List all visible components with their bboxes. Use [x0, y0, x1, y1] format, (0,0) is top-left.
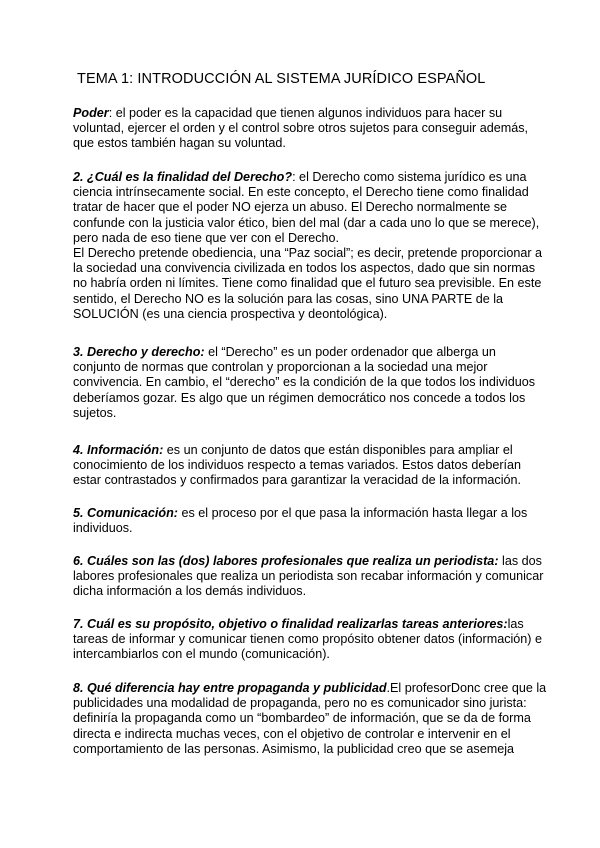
body-text: conjunto de normas que controlan y proporcionan a la sociedad una mejor — [73, 360, 488, 375]
body-text: directa e indirecta muchas veces, con el objetivo de controlar e intervenir en el — [73, 726, 511, 741]
body-text: tareas de informar y comunicar tienen como propósito obtener datos (información) e — [73, 632, 543, 647]
text-line — [73, 711, 543, 726]
paragraph-poder — [73, 106, 543, 152]
text-line — [73, 473, 543, 488]
text-line — [73, 292, 543, 307]
text-line — [73, 136, 543, 151]
text-line — [73, 647, 543, 662]
body-text: sentido, el Derecho NO es la solución para las cosas, sino UNA PARTE de la — [73, 291, 504, 306]
text-line — [73, 231, 543, 246]
text-line — [73, 506, 543, 521]
text-line — [73, 121, 543, 136]
paragraph-proposito — [73, 617, 543, 663]
text-line — [73, 307, 543, 322]
paragraph-informacion — [73, 443, 543, 489]
body-text: que estos también hagan su voluntad. — [73, 136, 286, 151]
text-line — [73, 681, 547, 696]
text-line — [73, 584, 543, 599]
body-text: intercambiarlos con el mundo (comunicación). — [73, 647, 330, 662]
paragraph-derecho-y-derecho — [73, 345, 543, 421]
text-line — [73, 632, 543, 647]
paragraph-labores-periodista — [73, 554, 543, 600]
text-line — [73, 360, 543, 375]
document-title: TEMA 1: INTRODUCCIÓN AL SISTEMA JURÍDICO ESPAÑOL — [77, 71, 486, 87]
body-text: estar contrastados y confirmados para garantizar la veracidad de la información. — [73, 473, 522, 488]
paragraph-comunicacion — [73, 506, 543, 536]
question-heading: 2. ¿Cuál es la finalidad del Derecho? — [73, 170, 293, 184]
body-text: es el proceso por el que pasa la información hasta llegar a los — [177, 506, 528, 520]
body-text: convivencia. En cambio, el “derecho” es la condición de la que todos los individuos — [73, 375, 536, 390]
text-line — [73, 391, 543, 406]
question-heading: 3. Derecho y derecho: — [73, 345, 205, 359]
paragraph-propaganda-publicidad — [73, 681, 547, 757]
text-line — [73, 742, 543, 757]
question-heading: 5. Comunicación: — [73, 506, 178, 520]
text-line — [73, 554, 543, 569]
text-line — [73, 521, 543, 536]
body-text: el “Derecho” es un poder ordenador que alberga un — [204, 345, 496, 359]
text-line — [73, 216, 543, 231]
text-line — [73, 276, 543, 291]
body-text: : el poder es la capacidad que tienen algunos individuos para hacer su — [108, 106, 503, 120]
text-line — [73, 569, 543, 584]
text-line — [73, 106, 543, 121]
body-text: confunde con la justicia valor ético, bien del mal (dar a cada uno lo que se merece), — [73, 215, 540, 230]
body-text: El Derecho pretende obediencia, una “Paz social”; es decir, pretende proporcionar a — [73, 246, 543, 261]
text-line — [73, 185, 543, 200]
body-text: las dos — [498, 554, 542, 568]
text-line — [73, 246, 543, 261]
text-line — [73, 375, 543, 390]
body-text: la sociedad una convivencia civilizada en todos los aspectos, dado que sin normas — [73, 261, 536, 276]
body-text: es un conjunto de datos que están disponibles para ampliar el — [163, 443, 513, 457]
question-heading: 8. Qué diferencia hay entre propaganda y publicidad — [73, 681, 387, 695]
body-text: .El profesorDonc cree que la — [386, 681, 547, 695]
body-text: voluntad, ejercer el orden y el control sobre otros sujetos para conseguir además, — [73, 121, 529, 136]
body-text: pero nada de eso tiene que ver con el Derecho. — [73, 230, 340, 245]
question-heading: 7. Cuál es su propósito, objetivo o finalidad realizarlas tareas anteriores: — [73, 617, 508, 631]
body-text: ciencia intrínsecamente social. En este concepto, el Derecho tiene como finalidad — [73, 185, 529, 200]
text-line — [73, 261, 543, 276]
text-line — [73, 617, 543, 632]
text-line — [73, 200, 543, 215]
body-text: dicha información a los demás individuos. — [73, 584, 307, 599]
body-text: conocimiento de los individuos respecto a temas variados. Estos datos deberían — [73, 458, 522, 473]
text-line — [73, 458, 543, 473]
body-text: deberíamos gozar. Es algo que un régimen democrático nos concede a todos los — [73, 390, 526, 405]
body-text: tratar de hacer que el poder NO ejerza un abuso. El Derecho normalmente se — [73, 200, 508, 215]
question-heading: 6. Cuáles son las (dos) labores profesionales que realiza un periodista: — [73, 554, 499, 568]
body-text: : el Derecho como sistema jurídico es una — [292, 170, 527, 184]
body-text: comportamiento de las personas. Asimismo, la publicidad creo que se asemeja — [73, 741, 515, 756]
text-line — [73, 696, 543, 711]
body-text: SOLUCIÓN (es una ciencia prospectiva y deontológica). — [73, 306, 388, 321]
body-text: individuos. — [73, 521, 133, 536]
body-text: no habría orden ni límites. Tiene como finalidad que el futuro sea previsible. En este — [73, 276, 542, 291]
body-text: las — [507, 617, 524, 631]
text-line — [73, 727, 543, 742]
question-heading: 4. Información: — [73, 443, 164, 457]
body-text: definiría la propaganda como un “bombardeo” de información, que se da de forma — [73, 711, 531, 726]
text-line — [73, 443, 543, 458]
text-line — [73, 345, 543, 360]
text-line — [73, 406, 543, 421]
body-text: publicidades una modalidad de propaganda, pero no es comunicador sino jurista: — [73, 696, 527, 711]
paragraph-finalidad-derecho — [73, 170, 543, 322]
text-line — [73, 170, 543, 185]
question-heading: Poder — [73, 106, 109, 120]
body-text: sujetos. — [73, 405, 117, 420]
body-text: labores profesionales que realiza un periodista son recabar información y comunicar — [73, 569, 544, 584]
